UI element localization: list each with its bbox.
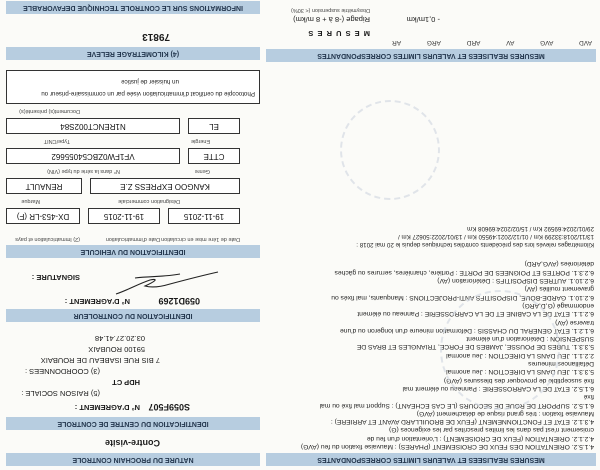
defect-line: détériorées (AVG,ARD) bbox=[524, 260, 594, 268]
history-line-3: 29/01/2024:69592 Km / 15/02/2024:69608 Km bbox=[467, 225, 594, 232]
first-reg-value: 19-11-2015 bbox=[88, 208, 160, 224]
controller-header: IDENTIFICATION DU CONTROLEUR bbox=[6, 309, 260, 322]
marque-value: RENAULT bbox=[6, 178, 82, 194]
measure-col-header: ARG bbox=[426, 39, 441, 46]
measure-col-header: AV bbox=[506, 39, 515, 46]
defect-line: traverse (AV) bbox=[555, 318, 594, 326]
ripage-label: Ripage (-8 à + 8 m/km) bbox=[293, 15, 370, 24]
vehicle-header: IDENTIFICATION DU VEHICULE bbox=[6, 245, 260, 258]
history-line-1: Kilométrages relevés lors des précédents contrôles techniques depuis le 20 mai 2018 : bbox=[356, 241, 594, 248]
type-caption: Type/CNIT bbox=[43, 138, 70, 144]
energie-value: EL bbox=[188, 118, 240, 134]
controller-agrement-value: 059D1269 bbox=[158, 296, 200, 306]
defect-line: fixé bbox=[583, 393, 594, 401]
defect-line: croisement n'est pas dans les limites prescrites par les exigences (G) bbox=[389, 426, 594, 434]
circulation-caption: Date de 1ère mise en circulation bbox=[161, 236, 240, 242]
center-raison-label: (5) RAISON SOCIALE : bbox=[21, 389, 100, 398]
controller-signature bbox=[110, 262, 220, 302]
measures-header: MESURES REALISEES ET VALEURS LIMITES CORRESPONDANTES bbox=[266, 49, 596, 62]
defect-line: 6.1.5.2. ETAT DE LA CARROSSERIE : Panneau ou élément mal bbox=[402, 384, 594, 392]
releve-header: (4) KILOMETRAGE RELEVE bbox=[6, 47, 260, 60]
nature-value: Contre-visite bbox=[104, 438, 160, 448]
nature-header: NATURE DU PROCHAIN CONTROLE bbox=[6, 453, 260, 466]
defect-line: gravement rouillés (AV) bbox=[524, 285, 594, 293]
defect-line: 6.1.2.1. ETAT GENERAL DU CHASSIS : Déformation mineure d'un longeron ou d'une bbox=[340, 326, 594, 334]
measures-columns bbox=[392, 34, 592, 46]
measure-col-header: ARD bbox=[466, 39, 481, 46]
info-header: INFORMATIONS SUR LE CONTROLE TECHNIQUE DEFAVORABLE bbox=[6, 1, 260, 14]
measures-label: M E S U R E S bbox=[307, 29, 370, 38]
doc-text-1: Photocopie du certificat d'immatriculation visée par un commissaire-priseur ou bbox=[41, 90, 255, 97]
immat-value: DX-453-LR (F) bbox=[6, 208, 80, 224]
designation-value: KANGOO EXPRESS Z.E bbox=[90, 178, 240, 194]
defect-line: endommagé (G,D,ARG) bbox=[522, 301, 594, 309]
cnit-value: N1RENCT002S84 bbox=[6, 118, 180, 134]
defect-line: 4.1.5.2. ORIENTATION DES FEUX DE CROISEMENT (PHARES) : Mauvaise fixation du feu (AVG) bbox=[300, 443, 594, 450]
center-agrement-value: S059F507 bbox=[148, 402, 190, 412]
ripage-value: - 0,1m/km bbox=[406, 15, 440, 24]
center-coords-label: (3) COORDONNEES : bbox=[24, 367, 100, 376]
releve-value: 79813 bbox=[142, 31, 170, 42]
controller-signature-label: SIGNATURE : bbox=[31, 273, 80, 282]
genre-value: CTTE bbox=[188, 148, 240, 164]
defect-line: 6.2.10.1. AUTRES DISPOSITIFS : Détérioration (AV) bbox=[437, 277, 594, 285]
first-reg-caption: Date d'immatriculation bbox=[105, 236, 160, 242]
center-header: IDENTIFICATION DU CENTRE DE CONTROLE bbox=[6, 417, 260, 430]
center-address-1: 7 BIS RUE ISABEAU DE ROUBAIX bbox=[40, 356, 160, 365]
defect-line: Mauvaise fixation : très grand risque de détachement (AVG) bbox=[416, 409, 594, 417]
designation-caption: Désignation commerciale bbox=[118, 198, 180, 204]
circulation-value: 19-11-2015 bbox=[168, 208, 240, 224]
defect-line: 5.3.3.1. TUBES DE POUSSE, JAMBES DE FORCE, TRIANGLES ET BRAS DE bbox=[356, 343, 594, 351]
measure-col-header: AR bbox=[392, 39, 402, 46]
controller-agrement-label: N° D'AGREMENT : bbox=[64, 297, 130, 306]
marque-caption: Marque bbox=[21, 198, 40, 204]
measure-col-header: AVD bbox=[579, 39, 592, 46]
center-raison-value: HDP CT bbox=[112, 378, 140, 387]
defect-line: 2.2.1.1. JEU DANS LA DIRECTION : Jeu anormal bbox=[446, 351, 594, 359]
watermark-stamp bbox=[440, 290, 560, 410]
doc-text-2: un huissier de justice bbox=[121, 78, 179, 85]
defect-line: 6.2.10.1. GARDE-BOUE, DISPOSITIFS ANTI-PROJECTIONS : Manquants, mal fixés ou bbox=[331, 293, 594, 301]
immat-caption: (2) Immatriculation et pays bbox=[15, 236, 80, 242]
energie-caption: Energie bbox=[191, 138, 210, 144]
defect-line: 6.2.3.1. PORTES ET POIGNEES DE PORTE : Portière, charnières, serrures ou gâches bbox=[334, 268, 594, 276]
vin-value: VF1FW0ZBC54055662 bbox=[6, 148, 180, 164]
defect-line: 6.1.5.2. SUPPORT DE ROUE DE SECOURS (LE CAS ECHEANT) : Support mal fixé ou mal bbox=[319, 401, 594, 409]
defect-line: 6.2.1.1. ETAT DE LA CABINE ET DE LA CARROSSERIE : Panneau ou élément bbox=[357, 310, 594, 318]
defect-line: 4.2.1.2. ORIENTATION (FEUX DE CROISEMENT) : L'orientation d'un feu de bbox=[366, 434, 594, 442]
defect-line: SUSPENSION : Détérioration d'un élément bbox=[466, 335, 594, 343]
center-agrement-label: N° D'AGREMENT : bbox=[74, 403, 140, 412]
disym-label: Dissymétrie suspension (< 30%) bbox=[290, 7, 370, 13]
results-header: MESURES REALISEES ET VALEURS LIMITES CORRESPONDANTES bbox=[266, 453, 596, 466]
history-line-2: 13/11/2018:33299 Km / 01/12/2021:49550 Km / 13/01/2022:50627 Km / bbox=[398, 233, 594, 240]
defect-line: fixé susceptible de provoquer des blessures (AVG) bbox=[443, 376, 594, 384]
defect-line: 4.3.1.2. ETAT ET FONCTIONNEMENT (FEUX DE BROUILLARD AVANT ET ARRIERE) : bbox=[330, 418, 594, 426]
center-address-2: 59100 ROUBAIX bbox=[88, 345, 145, 354]
center-phone: 03.20.27.41.48 bbox=[94, 334, 145, 343]
defect-line: 5.3.3.1. JEU DANS LA DIRECTION : Jeu anormal bbox=[446, 368, 594, 376]
doc-caption: Document(s) présenté(s) bbox=[19, 108, 80, 114]
defect-line: Défaillances mineures bbox=[528, 360, 594, 368]
measure-col-header: AVG bbox=[540, 39, 554, 46]
watermark-stamp bbox=[340, 100, 440, 200]
vin-caption: N° dans la série du type (VIN) bbox=[47, 168, 120, 174]
genre-caption: Genre bbox=[194, 168, 210, 174]
doc-box bbox=[6, 70, 260, 104]
